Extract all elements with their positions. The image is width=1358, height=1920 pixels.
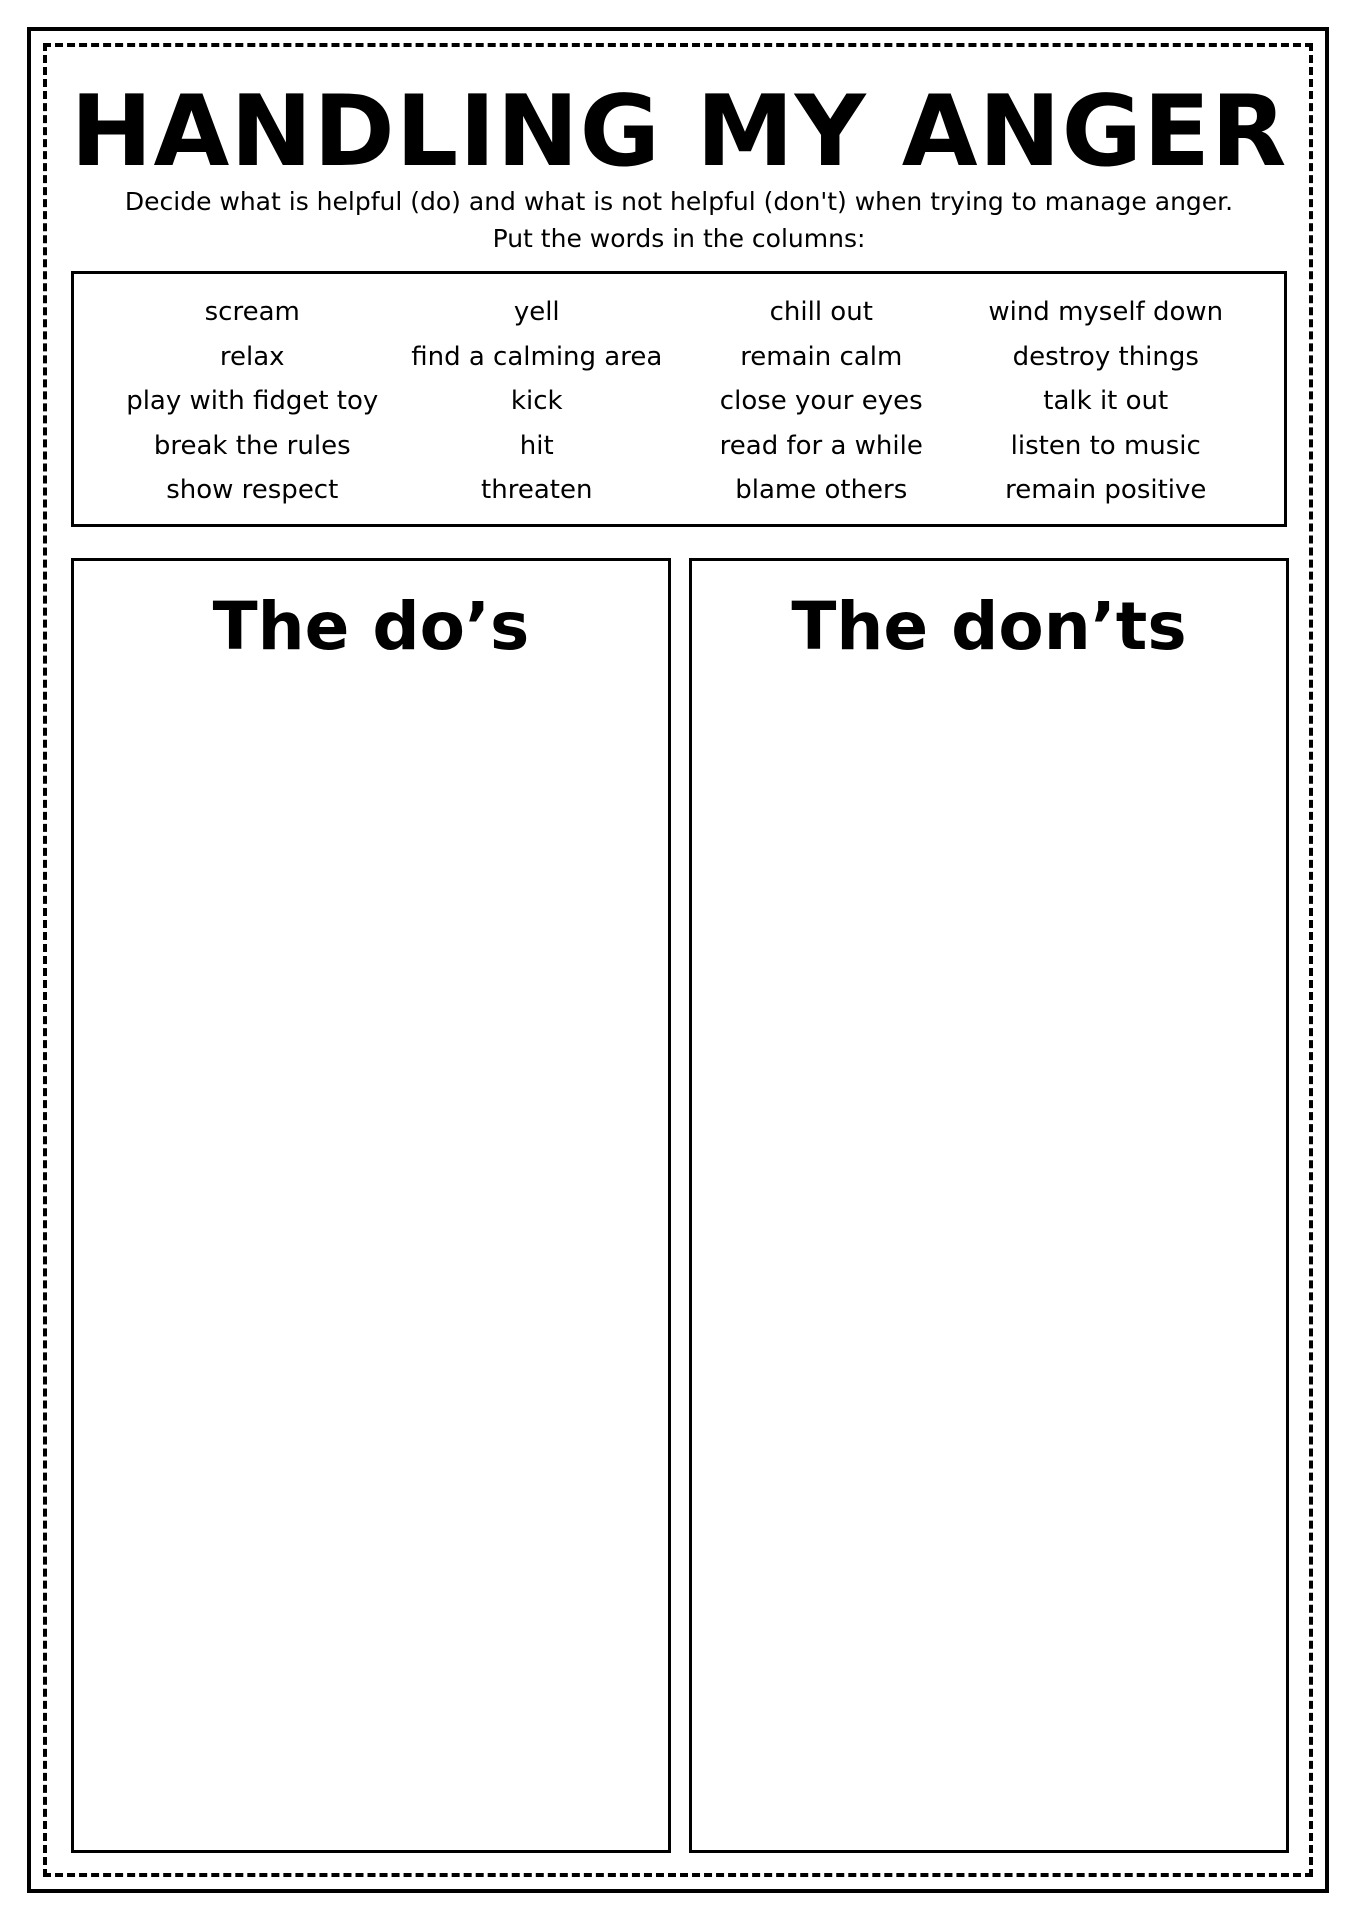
word-item: yell <box>513 297 560 327</box>
word-item: kick <box>510 386 563 416</box>
word-item: hit <box>519 430 554 461</box>
word-item: close your eyes <box>719 386 923 416</box>
instructions <box>0 183 1358 257</box>
word-item: find a calming area <box>411 341 663 372</box>
dos-heading: The do’s <box>212 588 530 665</box>
word-item: show respect <box>166 475 339 505</box>
instructions-line-2: Put the words in the columns: <box>492 224 866 253</box>
page-title: HANDLING MY ANGER <box>70 75 1288 189</box>
word-item: talk it out <box>1043 386 1169 416</box>
word-item: destroy things <box>1012 341 1199 372</box>
instructions-line-1: Decide what is helpful (do) and what is not helpful (don't) when trying to manage anger. <box>124 187 1234 216</box>
word-bank <box>71 271 1287 527</box>
word-item: read for a while <box>719 430 923 461</box>
word-item: remain calm <box>740 341 903 372</box>
word-item: chill out <box>769 297 873 327</box>
word-bank-column-3 <box>679 290 964 524</box>
word-item: listen to music <box>1010 430 1201 461</box>
word-item: remain positive <box>1005 475 1207 505</box>
word-item: break the rules <box>153 430 351 461</box>
word-item: wind myself down <box>988 297 1224 327</box>
word-bank-column-1 <box>110 290 395 524</box>
word-item: blame others <box>735 475 908 505</box>
word-item: scream <box>204 297 300 327</box>
word-bank-column-4 <box>964 290 1249 524</box>
dos-column[interactable] <box>71 558 671 1853</box>
word-item: relax <box>219 341 285 372</box>
donts-heading: The don’ts <box>791 588 1187 665</box>
donts-column[interactable] <box>689 558 1289 1853</box>
word-bank-column-2 <box>395 290 680 524</box>
word-item: threaten <box>481 475 593 505</box>
word-item: play with fidget toy <box>126 386 379 416</box>
